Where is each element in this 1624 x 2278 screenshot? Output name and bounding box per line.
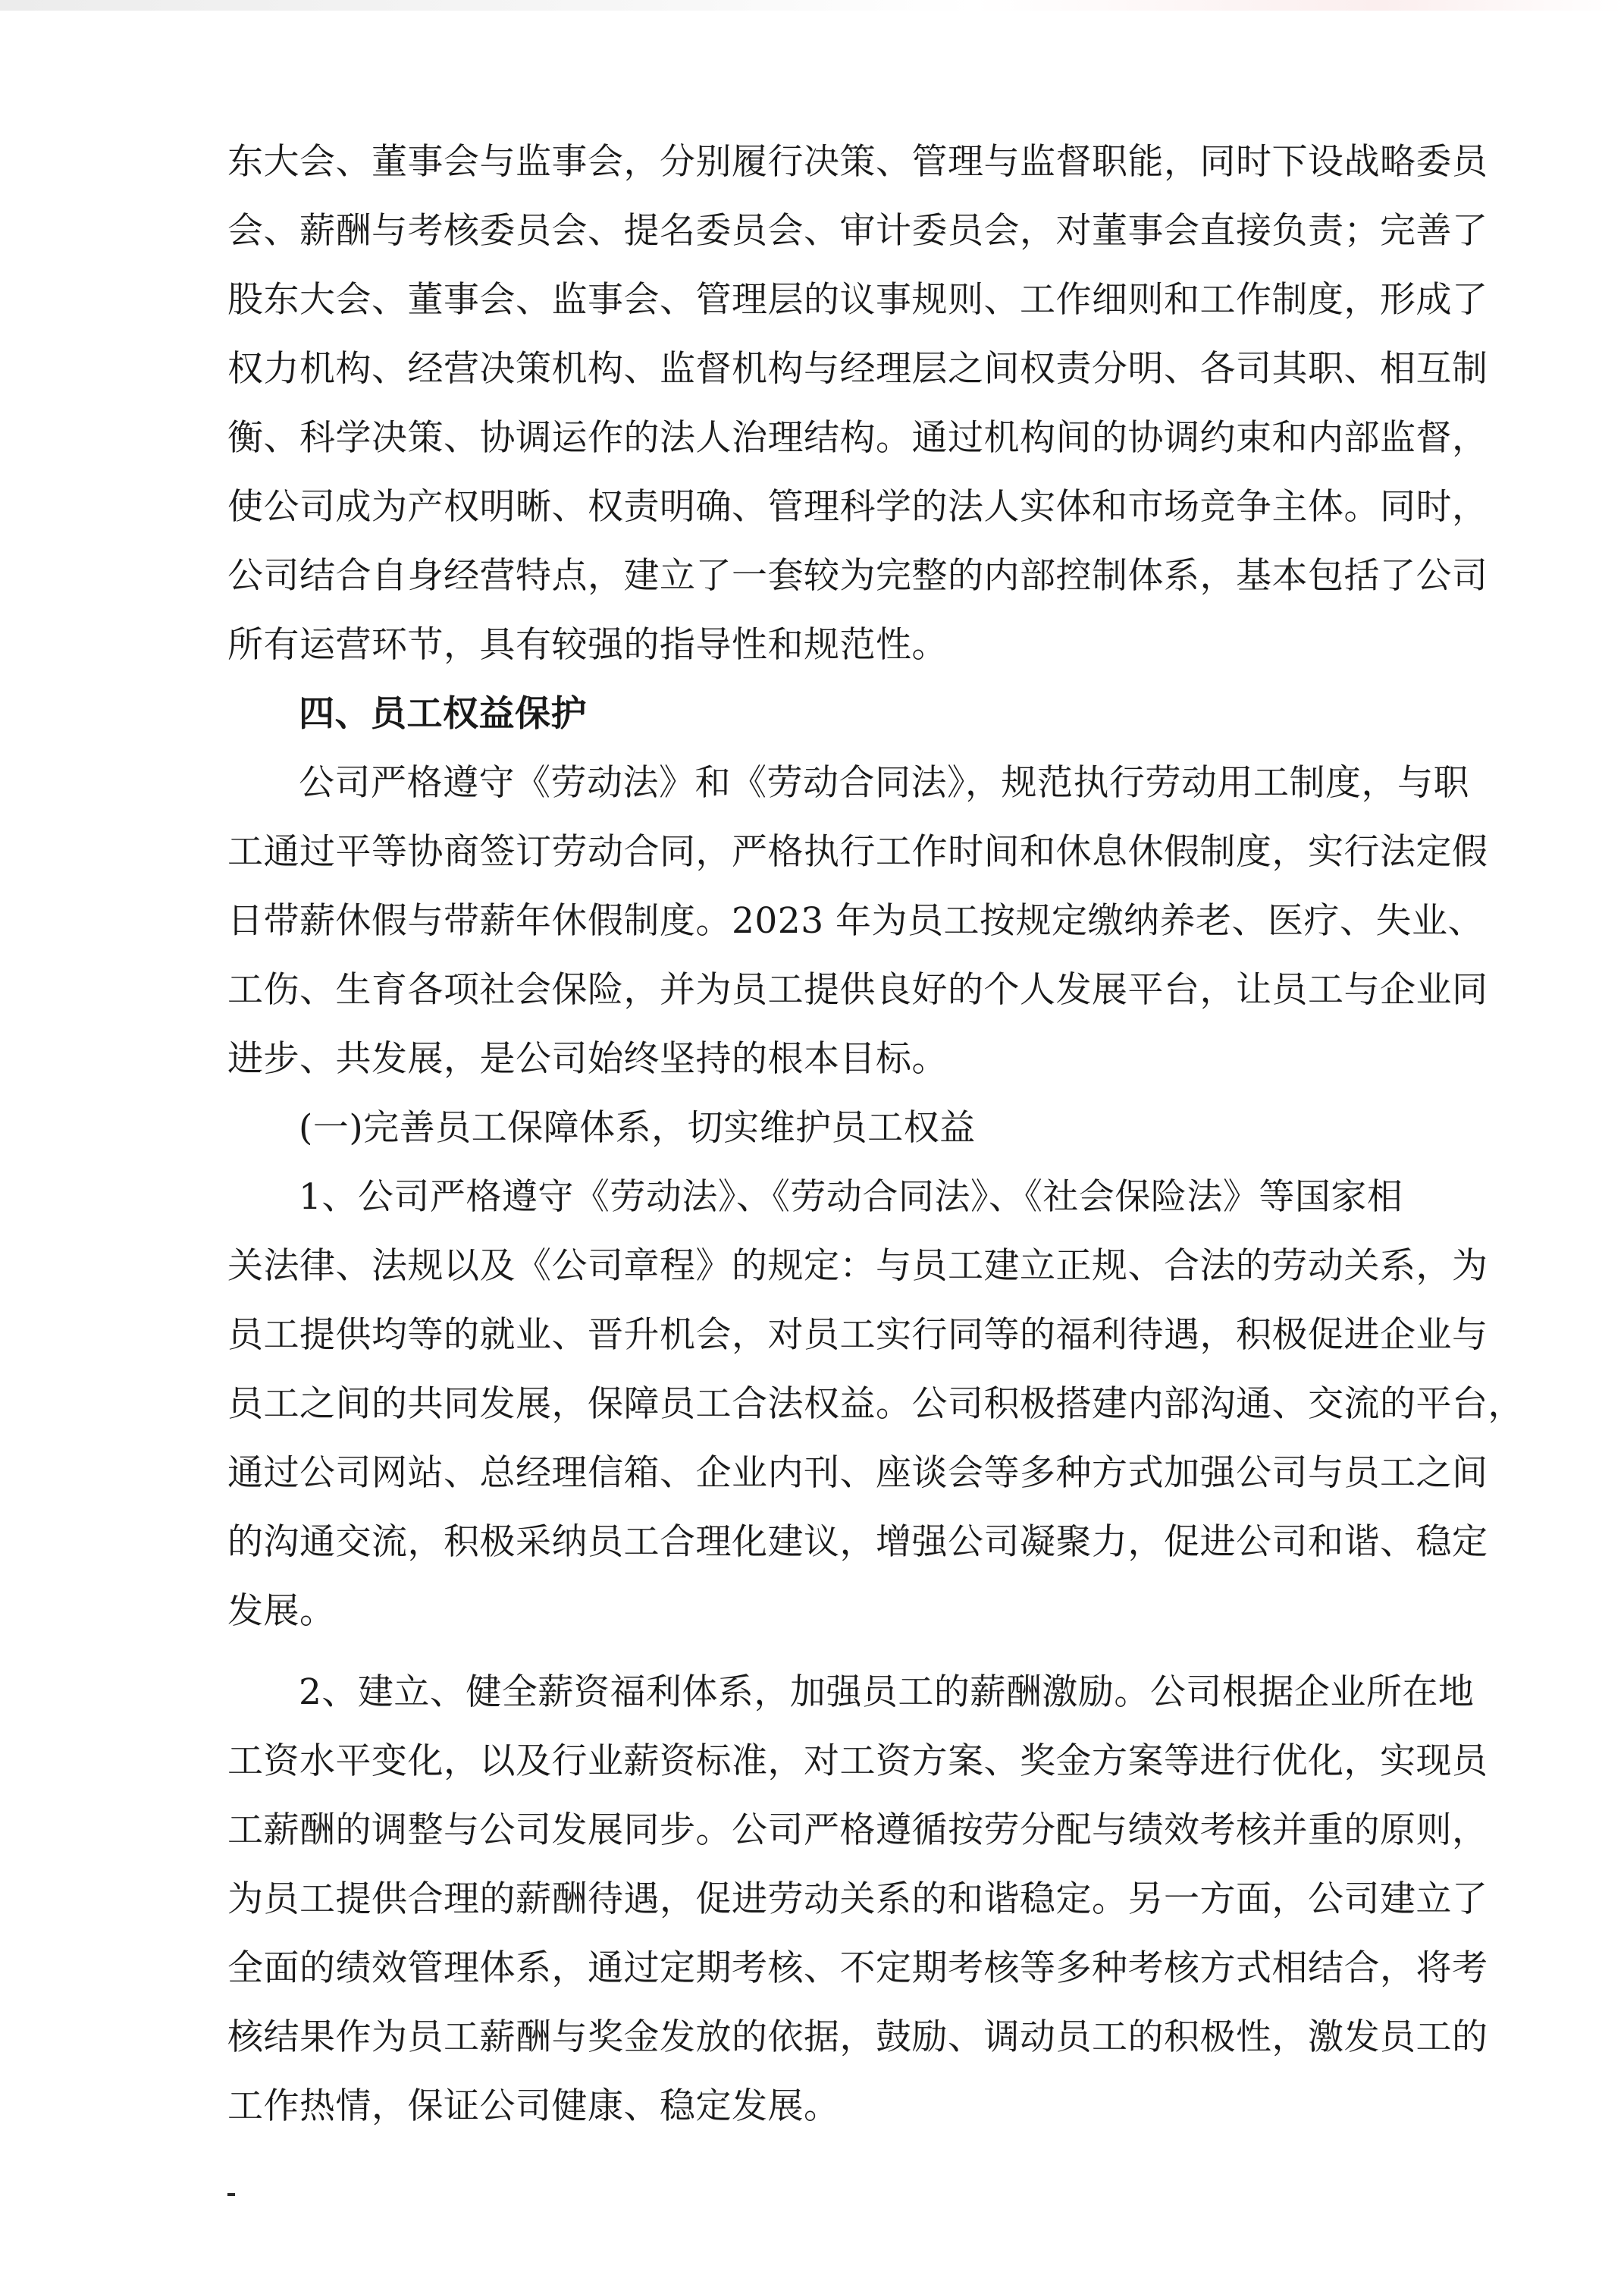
text-line: 工资水平变化，以及行业薪资标准，对工资方案、奖金方案等进行优化，实现员 bbox=[227, 1740, 1488, 1782]
text-line: 核结果作为员工薪酬与奖金发放的依据，鼓励、调动员工的积极性，激发员工的 bbox=[227, 2016, 1488, 2058]
text-line: 员工之间的共同发展，保障员工合法权益。公司积极搭建内部沟通、交流的平台， bbox=[227, 1383, 1524, 1425]
text-line: 通过公司网站、总经理信箱、企业内刊、座谈会等多种方式加强公司与员工之间 bbox=[227, 1452, 1488, 1494]
paragraph-item-1 bbox=[227, 1163, 1524, 1646]
text-line: 进步、共发展，是公司始终坚持的根本目标。 bbox=[227, 1038, 948, 1080]
paragraph-employee-rights bbox=[227, 748, 1488, 1094]
text-line: 所有运营环节，具有较强的指导性和规范性。 bbox=[227, 624, 948, 666]
text-line: 日带薪休假与带薪年休假制度。2023 年为员工按规定缴纳养老、医疗、失业、 bbox=[227, 900, 1484, 942]
text-line: 为员工提供合理的薪酬待遇，促进劳动关系的和谐稳定。另一方面，公司建立了 bbox=[227, 1878, 1488, 1920]
text-line: 1、公司严格遵守《劳动法》、《劳动合同法》、《社会保险法》等国家相 bbox=[299, 1176, 1403, 1218]
text-line: 关法律、法规以及《公司章程》的规定：与员工建立正规、合法的劳动关系，为 bbox=[227, 1245, 1488, 1287]
subheading: (一)完善员工保障体系，切实维护员工权益 bbox=[299, 1107, 976, 1149]
text-line: 发展。 bbox=[227, 1590, 336, 1632]
text-line: 会、薪酬与考核委员会、提名委员会、审计委员会，对董事会直接负责；完善了 bbox=[227, 210, 1488, 252]
text-line: 衡、科学决策、协调运作的法人治理结构。通过机构间的协调约束和内部监督， bbox=[227, 417, 1488, 459]
scan-top-edge bbox=[0, 0, 1624, 11]
text-line: 工伤、生育各项社会保险，并为员工提供良好的个人发展平台，让员工与企业同 bbox=[227, 969, 1488, 1011]
page-footer-mark bbox=[227, 2193, 235, 2196]
section-heading: 四、员工权益保护 bbox=[299, 693, 587, 735]
paragraph-governance bbox=[227, 127, 1488, 679]
text-line: 工作热情，保证公司健康、稳定发展。 bbox=[227, 2085, 840, 2127]
text-line: 公司结合自身经营特点，建立了一套较为完整的内部控制体系，基本包括了公司 bbox=[227, 555, 1488, 597]
text-line: 2、建立、健全薪资福利体系，加强员工的薪酬激励。公司根据企业所在地 bbox=[299, 1671, 1475, 1713]
text-line: 东大会、董事会与监事会，分别履行决策、管理与监督职能，同时下设战略委员 bbox=[227, 141, 1488, 183]
text-line: 工薪酬的调整与公司发展同步。公司严格遵循按劳分配与绩效考核并重的原则， bbox=[227, 1809, 1488, 1851]
text-line: 权力机构、经营决策机构、监督机构与经理层之间权责分明、各司其职、相互制 bbox=[227, 348, 1488, 390]
text-line: 使公司成为产权明晰、权责明确、管理科学的法人实体和市场竞争主体。同时， bbox=[227, 486, 1488, 528]
document-page bbox=[227, 127, 1524, 2141]
paragraph-item-2 bbox=[227, 1658, 1488, 2141]
text-line: 公司严格遵守《劳动法》和《劳动合同法》，规范执行劳动用工制度，与职 bbox=[299, 762, 1469, 804]
text-line: 的沟通交流，积极采纳员工合理化建议，增强公司凝聚力，促进公司和谐、稳定 bbox=[227, 1521, 1488, 1563]
paragraph-gap bbox=[227, 1646, 1410, 1658]
text-line: 员工提供均等的就业、晋升机会，对员工实行同等的福利待遇，积极促进企业与 bbox=[227, 1314, 1488, 1356]
text-line: 股东大会、董事会、监事会、管理层的议事规则、工作细则和工作制度，形成了 bbox=[227, 279, 1488, 321]
text-line: 全面的绩效管理体系，通过定期考核、不定期考核等多种考核方式相结合，将考 bbox=[227, 1947, 1488, 1989]
text-line: 工通过平等协商签订劳动合同，严格执行工作时间和休息休假制度，实行法定假 bbox=[227, 831, 1488, 873]
